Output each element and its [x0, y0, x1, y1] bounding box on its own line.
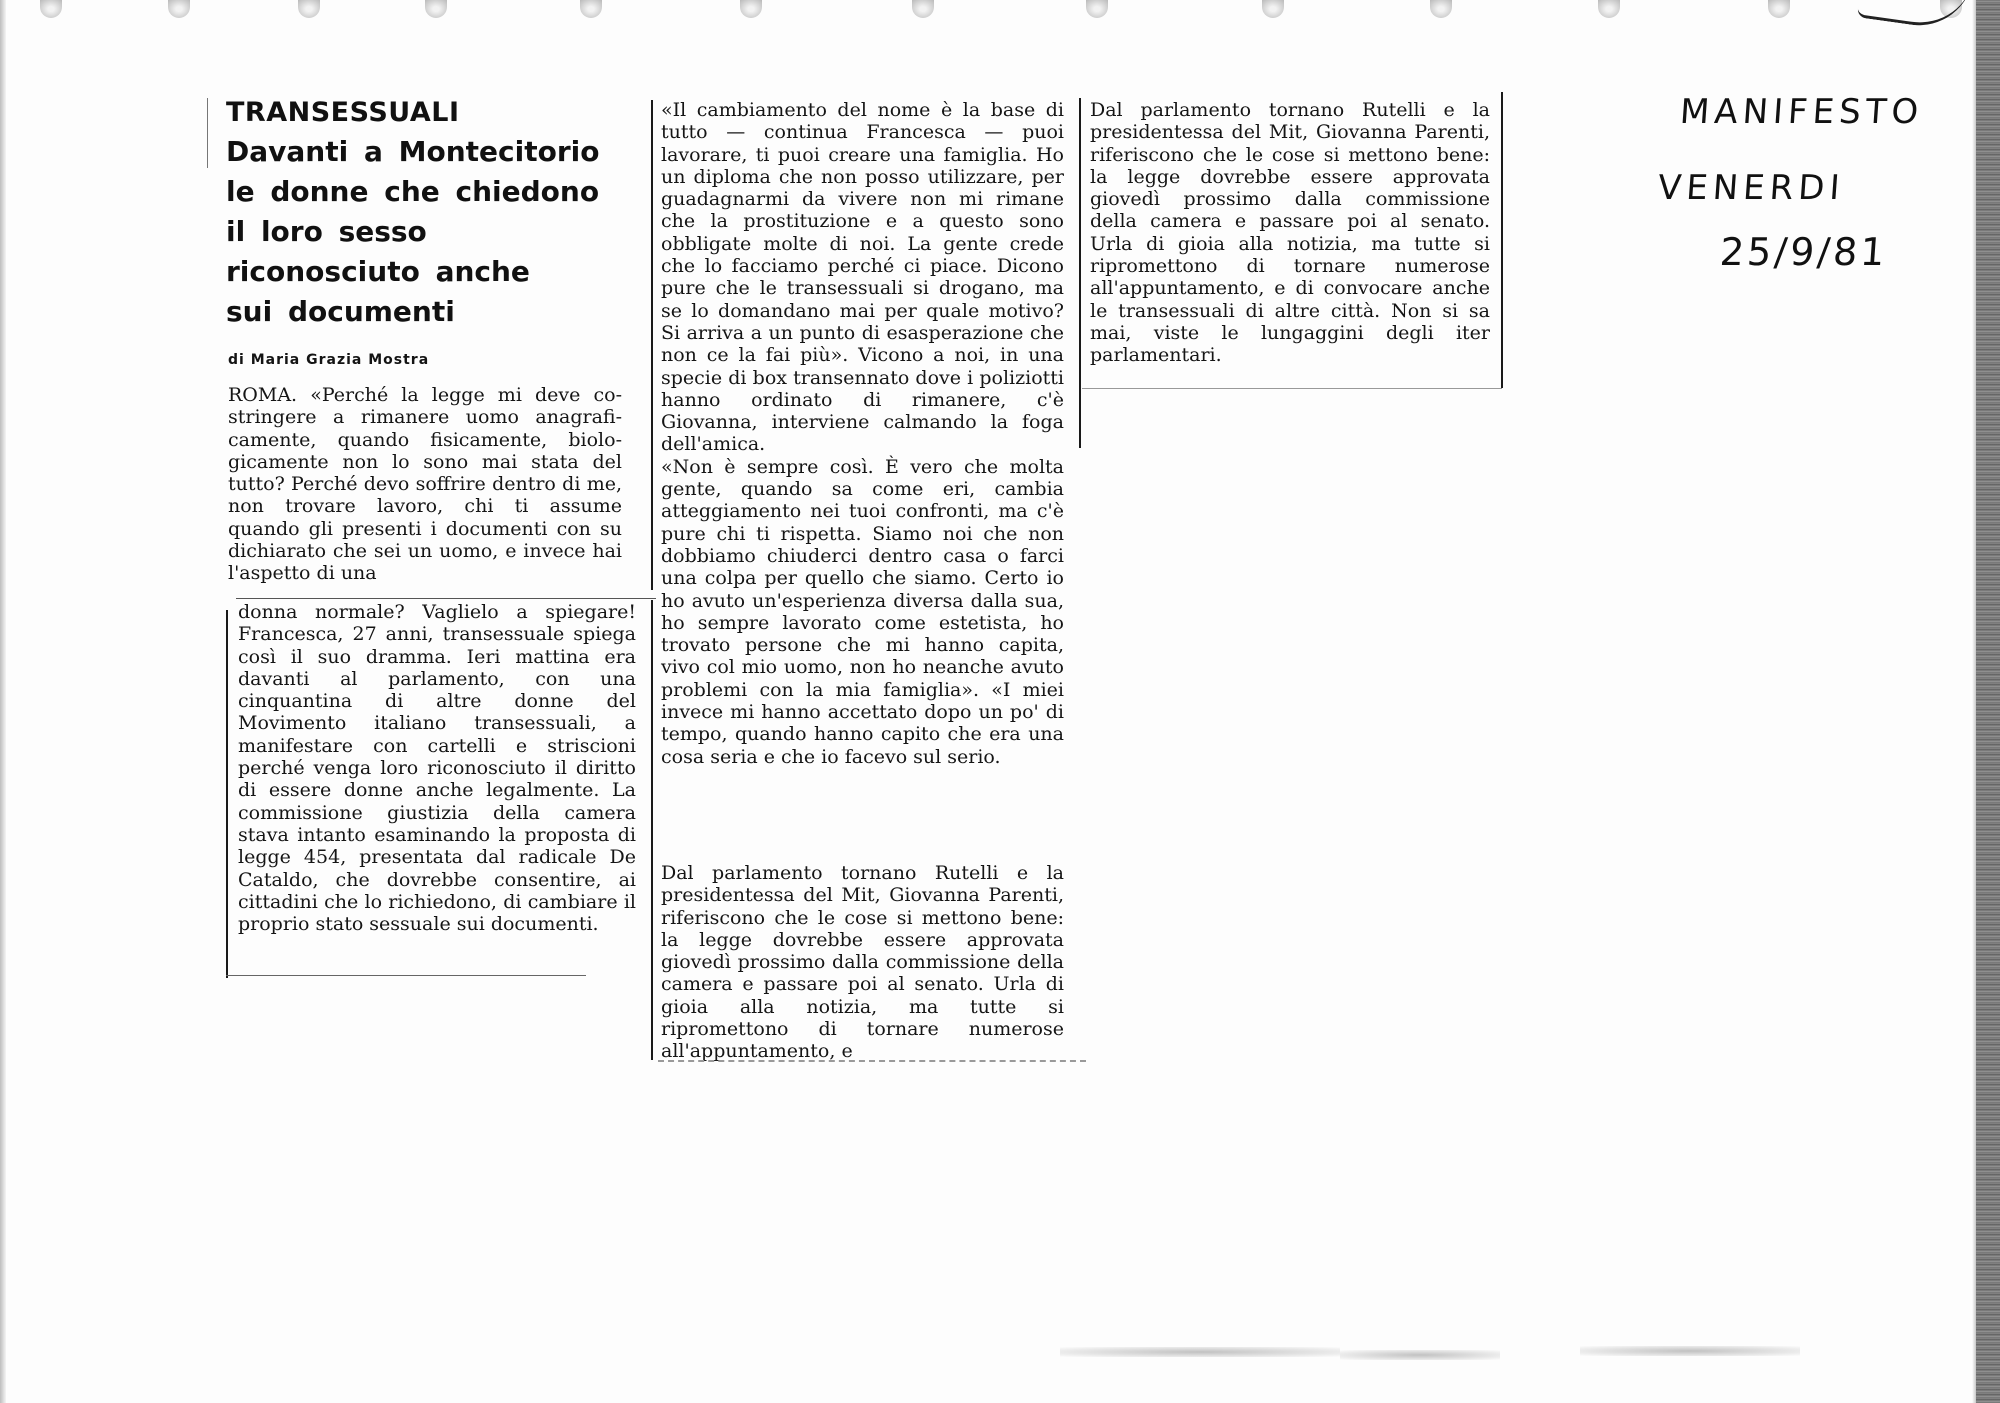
punch-hole: [425, 0, 447, 18]
clipping-edge: [236, 598, 656, 599]
page-left-shadow: [0, 0, 6, 1403]
column-rule: [651, 100, 653, 590]
punch-hole: [1086, 0, 1108, 18]
paragraph: «Il cambiamento del nome è la base di tutto — continua Francesca — puoi lavorare, ti puoi creare una famiglia. Ho un diploma che non posso utilizzare, per guadagnarmi da vivere non mi rimane che la prostituzione e a questo sono obbligate molte di noi. La gente crede che lo facciamo perché ci piace. Dicono pure che le transessuali si drogano, ma se lo domandano mai per quale motivo? Si arriva a un punto di esasperazione che non ce la fai più». Vicono a noi, in una specie di box transennato dove i poliziotti hanno ordinato di rimanere, c'è Giovanna, interviene calmando la foga dell'amica.: [661, 99, 1064, 456]
clipping-edge: [1082, 388, 1502, 389]
headline-line: il loro sesso: [226, 215, 427, 248]
clipping-edge: [226, 975, 586, 976]
headline-line: sui documenti: [226, 295, 455, 328]
punch-hole: [1598, 0, 1620, 18]
scan-smudge: [1060, 1347, 1340, 1357]
scan-smudge: [1580, 1346, 1800, 1356]
punch-hole: [1768, 0, 1790, 18]
paragraph: Dal parlamento tornano Rutelli e la presidentessa del Mit, Giovanna Parenti, riferiscono che le cose si mettono bene: la legge dovrebbe essere approvata giovedì prossimo dalla commissione della camera e passare poi al senato. Urla di gioia alla notizia, ma tutte si ripromettono di tornare numerose all'appuntamento, e: [661, 862, 1064, 1062]
punch-hole: [1430, 0, 1452, 18]
punch-hole: [1262, 0, 1284, 18]
punch-hole: [912, 0, 934, 18]
scan-smudge: [1340, 1350, 1500, 1360]
column-rule: [1079, 98, 1081, 448]
article-column-2: [661, 99, 1064, 768]
headline-kicker: TRANSESSUALI: [226, 97, 460, 128]
punch-hole: [298, 0, 320, 18]
punch-hole: [740, 0, 762, 18]
handwritten-publication: MANIFESTO: [1678, 92, 1925, 132]
handwritten-date: 25/9/81: [1718, 230, 1890, 274]
article-headline: [226, 94, 646, 332]
article-column-1-bottom: [238, 601, 636, 935]
paragraph: donna normale? Vaglielo a spiegare! Francesca, 27 anni, transessuale spiega così il suo dramma. Ieri mattina era davanti al parlamento, con una cinquantina di altre donne del Movimento italiano transessuali, a manifestare con cartelli e striscioni perché venga loro riconosciuto il diritto di essere donne anche legalmente. La commissione giustizia della camera stava intanto esaminando la proposta di legge 454, presentata dal radicale De Cataldo, che dovrebbe consentire, ai cittadini che lo richiedono, di cambiare il proprio stato sessuale sui documenti.: [238, 601, 636, 936]
cut-line: [658, 1060, 1086, 1062]
headline-line: le donne che chiedono: [226, 175, 600, 208]
punch-hole: [580, 0, 602, 18]
headline-line: riconosciuto anche: [226, 255, 530, 288]
byline: di Maria Grazia Mostra: [228, 352, 430, 368]
paragraph: Dal parlamento tornano Rutelli e la presidentessa del Mit, Giovanna Parenti, riferiscono che le cose si mettono bene: la legge dovrebbe essere approvata giovedì prossimo dalla commissione della camera e passare poi al senato. Urla di gioia alla notizia, ma tutte si ripromettono di tornare numerose all'appuntamento, e di convocare anche le transessuali di altre città. Non si sa mai, viste le lungaggini degli iter parlamentari.: [1090, 99, 1490, 367]
punch-hole: [40, 0, 62, 18]
clipping-edge: [207, 98, 208, 168]
paragraph: «Non è sempre così. È vero che molta gente, quando sa come eri, cambia atteggiamento nei tuoi confronti, ma c'è pure chi ti rispetta. Siamo noi che non dobbiamo chiuderci dentro casa o farci una colpa per quello che siamo. Certo io ho avuto un'esperienza diversa dalla sua, ho sempre lavorato come estetista, ho trovato persone che mi hanno capita, vivo col mio uomo, non ho neanche avuto problemi con la mia famiglia». «I miei invece mi hanno accettato dopo un po' di tempo, quando hanno capito che era una cosa seria e che io facevo sul serio.: [661, 455, 1064, 768]
article-column-2-bottom: [661, 862, 1064, 1062]
handwritten-weekday: VENERDI: [1656, 168, 1846, 208]
column-rule: [651, 600, 653, 1060]
paragraph: ROMA. «Perché la legge mi deve costringere a rimanere uomo anagraficamente, quando fisicamente, biologicamente non lo sono mai stata del tutto? Perché devo soffrire dentro di me, non trovare lavoro, chi ti assume quando gli presenti i documenti con su dichiarato che sei un uomo, e invece hai l'aspetto di una: [228, 384, 622, 585]
article-column-3: [1090, 99, 1490, 367]
headline-line: Davanti a Montecitorio: [226, 135, 600, 168]
article-column-1-top: [228, 384, 622, 585]
column-rule: [1501, 92, 1503, 388]
clipping-edge: [226, 610, 228, 978]
punch-hole: [168, 0, 190, 18]
binding-edge: [1976, 0, 2000, 1403]
